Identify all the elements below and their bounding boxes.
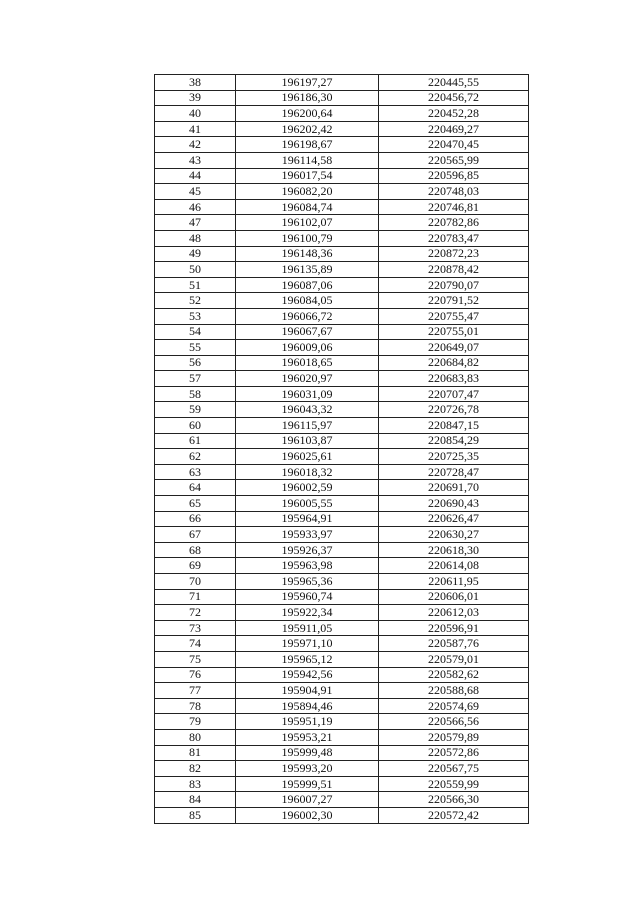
point-number-cell: 63: [155, 464, 236, 480]
y-coordinate-cell: 220606,01: [379, 589, 529, 605]
table-row: [155, 324, 529, 340]
table-row: [155, 792, 529, 808]
y-coordinate-cell: 220456,72: [379, 90, 529, 106]
table-row: [155, 230, 529, 246]
table-row: [155, 75, 529, 91]
point-number-cell: 55: [155, 340, 236, 356]
x-coordinate-cell: 196017,54: [236, 168, 379, 184]
x-coordinate-cell: 195964,91: [236, 511, 379, 527]
point-number-cell: 51: [155, 277, 236, 293]
table-row: [155, 308, 529, 324]
table-row: [155, 262, 529, 278]
y-coordinate-cell: 220574,69: [379, 698, 529, 714]
y-coordinate-cell: 220755,01: [379, 324, 529, 340]
table-row: [155, 168, 529, 184]
table-row: [155, 121, 529, 137]
point-number-cell: 50: [155, 262, 236, 278]
y-coordinate-cell: 220782,86: [379, 215, 529, 231]
table-row: [155, 651, 529, 667]
point-number-cell: 79: [155, 714, 236, 730]
point-number-cell: 64: [155, 480, 236, 496]
y-coordinate-cell: 220854,29: [379, 433, 529, 449]
point-number-cell: 42: [155, 137, 236, 153]
y-coordinate-cell: 220783,47: [379, 230, 529, 246]
y-coordinate-cell: 220725,35: [379, 449, 529, 465]
point-number-cell: 43: [155, 152, 236, 168]
x-coordinate-cell: 196202,42: [236, 121, 379, 137]
point-number-cell: 57: [155, 371, 236, 387]
table-row: [155, 511, 529, 527]
table-row: [155, 137, 529, 153]
coordinates-table: [154, 74, 529, 824]
y-coordinate-cell: 220649,07: [379, 340, 529, 356]
y-coordinate-cell: 220566,56: [379, 714, 529, 730]
point-number-cell: 74: [155, 636, 236, 652]
x-coordinate-cell: 195926,37: [236, 542, 379, 558]
x-coordinate-cell: 196002,30: [236, 807, 379, 823]
table-row: [155, 527, 529, 543]
point-number-cell: 62: [155, 449, 236, 465]
table-row: [155, 683, 529, 699]
y-coordinate-cell: 220791,52: [379, 293, 529, 309]
y-coordinate-cell: 220878,42: [379, 262, 529, 278]
x-coordinate-cell: 195951,19: [236, 714, 379, 730]
point-number-cell: 80: [155, 729, 236, 745]
point-number-cell: 52: [155, 293, 236, 309]
x-coordinate-cell: 196115,97: [236, 418, 379, 434]
x-coordinate-cell: 195894,46: [236, 698, 379, 714]
y-coordinate-cell: 220726,78: [379, 402, 529, 418]
y-coordinate-cell: 220596,91: [379, 620, 529, 636]
table-row: [155, 667, 529, 683]
x-coordinate-cell: 196067,67: [236, 324, 379, 340]
table-row: [155, 542, 529, 558]
point-number-cell: 69: [155, 558, 236, 574]
table-row: [155, 418, 529, 434]
table-row: [155, 698, 529, 714]
x-coordinate-cell: 196084,05: [236, 293, 379, 309]
point-number-cell: 77: [155, 683, 236, 699]
table-row: [155, 729, 529, 745]
point-number-cell: 68: [155, 542, 236, 558]
point-number-cell: 39: [155, 90, 236, 106]
table-row: [155, 215, 529, 231]
point-number-cell: 46: [155, 199, 236, 215]
x-coordinate-cell: 195963,98: [236, 558, 379, 574]
y-coordinate-cell: 220614,08: [379, 558, 529, 574]
y-coordinate-cell: 220626,47: [379, 511, 529, 527]
y-coordinate-cell: 220452,28: [379, 106, 529, 122]
table-row: [155, 449, 529, 465]
table-row: [155, 246, 529, 262]
y-coordinate-cell: 220445,55: [379, 75, 529, 91]
x-coordinate-cell: 195999,51: [236, 776, 379, 792]
table-row: [155, 496, 529, 512]
table-row: [155, 184, 529, 200]
table-row: [155, 386, 529, 402]
x-coordinate-cell: 195971,10: [236, 636, 379, 652]
point-number-cell: 38: [155, 75, 236, 91]
table-row: [155, 402, 529, 418]
point-number-cell: 76: [155, 667, 236, 683]
point-number-cell: 75: [155, 651, 236, 667]
x-coordinate-cell: 196002,59: [236, 480, 379, 496]
table-row: [155, 277, 529, 293]
y-coordinate-cell: 220618,30: [379, 542, 529, 558]
y-coordinate-cell: 220565,99: [379, 152, 529, 168]
point-number-cell: 48: [155, 230, 236, 246]
y-coordinate-cell: 220630,27: [379, 527, 529, 543]
x-coordinate-cell: 195993,20: [236, 761, 379, 777]
point-number-cell: 60: [155, 418, 236, 434]
x-coordinate-cell: 196009,06: [236, 340, 379, 356]
table-row: [155, 152, 529, 168]
point-number-cell: 47: [155, 215, 236, 231]
table-row: [155, 761, 529, 777]
table-row: [155, 293, 529, 309]
point-number-cell: 49: [155, 246, 236, 262]
x-coordinate-cell: 196018,65: [236, 355, 379, 371]
y-coordinate-cell: 220559,99: [379, 776, 529, 792]
y-coordinate-cell: 220566,30: [379, 792, 529, 808]
point-number-cell: 56: [155, 355, 236, 371]
y-coordinate-cell: 220587,76: [379, 636, 529, 652]
point-number-cell: 53: [155, 308, 236, 324]
x-coordinate-cell: 195911,05: [236, 620, 379, 636]
x-coordinate-cell: 195999,48: [236, 745, 379, 761]
x-coordinate-cell: 196103,87: [236, 433, 379, 449]
x-coordinate-cell: 195965,36: [236, 574, 379, 590]
point-number-cell: 44: [155, 168, 236, 184]
x-coordinate-cell: 196102,07: [236, 215, 379, 231]
coordinates-table-body: [155, 75, 529, 824]
point-number-cell: 58: [155, 386, 236, 402]
x-coordinate-cell: 196186,30: [236, 90, 379, 106]
y-coordinate-cell: 220748,03: [379, 184, 529, 200]
y-coordinate-cell: 220707,47: [379, 386, 529, 402]
table-row: [155, 90, 529, 106]
y-coordinate-cell: 220612,03: [379, 605, 529, 621]
table-row: [155, 433, 529, 449]
table-row: [155, 636, 529, 652]
table-row: [155, 620, 529, 636]
y-coordinate-cell: 220567,75: [379, 761, 529, 777]
y-coordinate-cell: 220588,68: [379, 683, 529, 699]
y-coordinate-cell: 220728,47: [379, 464, 529, 480]
point-number-cell: 41: [155, 121, 236, 137]
x-coordinate-cell: 196007,27: [236, 792, 379, 808]
table-row: [155, 355, 529, 371]
x-coordinate-cell: 195933,97: [236, 527, 379, 543]
point-number-cell: 59: [155, 402, 236, 418]
y-coordinate-cell: 220579,01: [379, 651, 529, 667]
table-row: [155, 574, 529, 590]
point-number-cell: 70: [155, 574, 236, 590]
point-number-cell: 40: [155, 106, 236, 122]
x-coordinate-cell: 196020,97: [236, 371, 379, 387]
y-coordinate-cell: 220691,70: [379, 480, 529, 496]
y-coordinate-cell: 220683,83: [379, 371, 529, 387]
x-coordinate-cell: 196087,06: [236, 277, 379, 293]
table-row: [155, 807, 529, 823]
x-coordinate-cell: 196018,32: [236, 464, 379, 480]
point-number-cell: 84: [155, 792, 236, 808]
y-coordinate-cell: 220469,27: [379, 121, 529, 137]
table-row: [155, 558, 529, 574]
table-row: [155, 605, 529, 621]
point-number-cell: 54: [155, 324, 236, 340]
x-coordinate-cell: 195960,74: [236, 589, 379, 605]
point-number-cell: 72: [155, 605, 236, 621]
x-coordinate-cell: 195922,34: [236, 605, 379, 621]
x-coordinate-cell: 196198,67: [236, 137, 379, 153]
point-number-cell: 65: [155, 496, 236, 512]
x-coordinate-cell: 196084,74: [236, 199, 379, 215]
y-coordinate-cell: 220596,85: [379, 168, 529, 184]
table-row: [155, 745, 529, 761]
x-coordinate-cell: 195942,56: [236, 667, 379, 683]
x-coordinate-cell: 196005,55: [236, 496, 379, 512]
y-coordinate-cell: 220582,62: [379, 667, 529, 683]
x-coordinate-cell: 196114,58: [236, 152, 379, 168]
y-coordinate-cell: 220684,82: [379, 355, 529, 371]
table-row: [155, 589, 529, 605]
point-number-cell: 83: [155, 776, 236, 792]
x-coordinate-cell: 196082,20: [236, 184, 379, 200]
point-number-cell: 81: [155, 745, 236, 761]
x-coordinate-cell: 196148,36: [236, 246, 379, 262]
y-coordinate-cell: 220690,43: [379, 496, 529, 512]
table-row: [155, 199, 529, 215]
point-number-cell: 45: [155, 184, 236, 200]
table-row: [155, 776, 529, 792]
x-coordinate-cell: 196135,89: [236, 262, 379, 278]
y-coordinate-cell: 220847,15: [379, 418, 529, 434]
point-number-cell: 67: [155, 527, 236, 543]
point-number-cell: 66: [155, 511, 236, 527]
point-number-cell: 82: [155, 761, 236, 777]
y-coordinate-cell: 220790,07: [379, 277, 529, 293]
x-coordinate-cell: 196025,61: [236, 449, 379, 465]
x-coordinate-cell: 195953,21: [236, 729, 379, 745]
table-row: [155, 464, 529, 480]
y-coordinate-cell: 220872,23: [379, 246, 529, 262]
y-coordinate-cell: 220572,86: [379, 745, 529, 761]
x-coordinate-cell: 196100,79: [236, 230, 379, 246]
table-row: [155, 340, 529, 356]
point-number-cell: 85: [155, 807, 236, 823]
x-coordinate-cell: 196066,72: [236, 308, 379, 324]
table-row: [155, 371, 529, 387]
y-coordinate-cell: 220746,81: [379, 199, 529, 215]
x-coordinate-cell: 195965,12: [236, 651, 379, 667]
table-row: [155, 480, 529, 496]
y-coordinate-cell: 220579,89: [379, 729, 529, 745]
x-coordinate-cell: 195904,91: [236, 683, 379, 699]
point-number-cell: 61: [155, 433, 236, 449]
x-coordinate-cell: 196197,27: [236, 75, 379, 91]
point-number-cell: 71: [155, 589, 236, 605]
point-number-cell: 78: [155, 698, 236, 714]
point-number-cell: 73: [155, 620, 236, 636]
y-coordinate-cell: 220611,95: [379, 574, 529, 590]
x-coordinate-cell: 196200,64: [236, 106, 379, 122]
y-coordinate-cell: 220572,42: [379, 807, 529, 823]
table-row: [155, 106, 529, 122]
table-row: [155, 714, 529, 730]
y-coordinate-cell: 220755,47: [379, 308, 529, 324]
x-coordinate-cell: 196043,32: [236, 402, 379, 418]
y-coordinate-cell: 220470,45: [379, 137, 529, 153]
x-coordinate-cell: 196031,09: [236, 386, 379, 402]
